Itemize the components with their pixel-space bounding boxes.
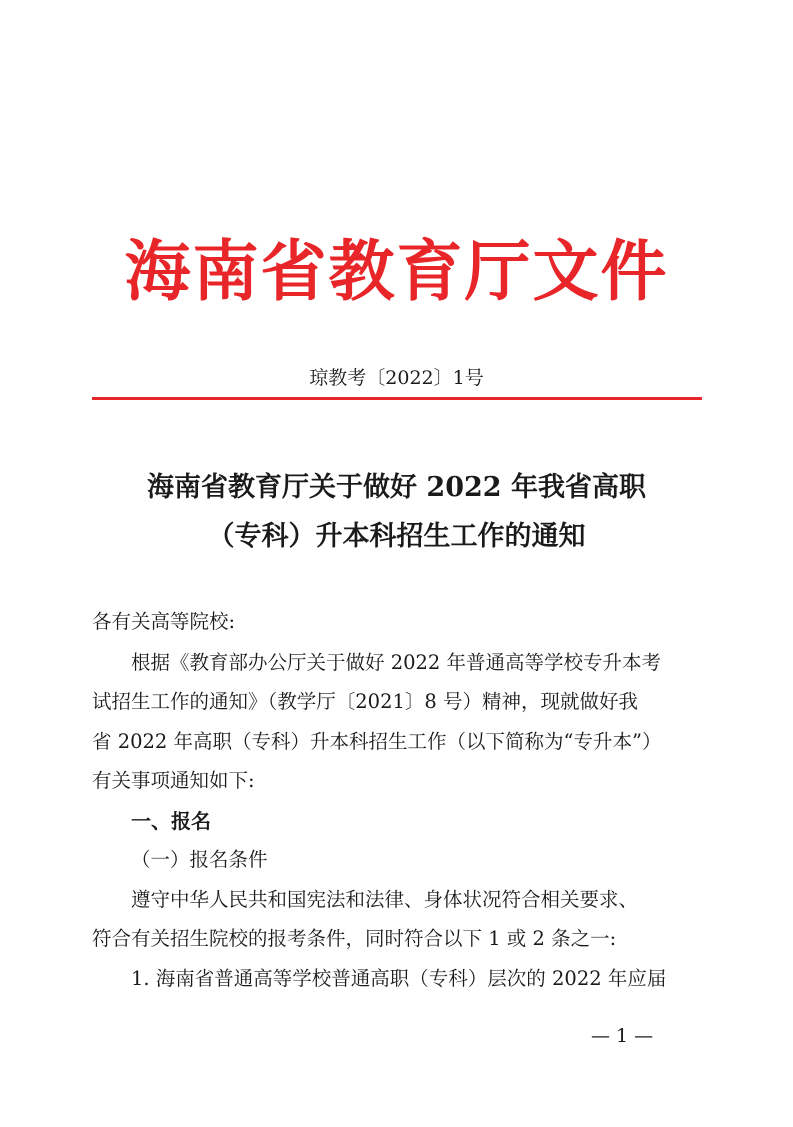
salutation: 各有关高等院校: (92, 610, 236, 633)
document-header-title: 海南省教育厅文件 (124, 233, 669, 310)
notice-title-line-2: （专科）升本科招生工作的通知 (207, 521, 586, 552)
paragraph-line: 试招生工作的通知》（教学厅〔2021〕8 号）精神，现就做好我 (92, 690, 638, 713)
subsection-heading: （一）报名条件 (131, 848, 268, 871)
section-heading: 一、报名 (131, 809, 211, 833)
document-number: 琼教考〔2022〕1号 (309, 367, 484, 389)
paragraph-line: 省 2022 年高职（专科）升本科招生工作（以下简称为“专升本”） (92, 730, 662, 753)
paragraph-line: 有关事项通知如下: (92, 769, 255, 792)
paragraph-line: 符合有关招生院校的报考条件，同时符合以下 1 或 2 条之一: (92, 927, 617, 950)
red-divider-line (92, 397, 702, 400)
paragraph-line: 根据《教育部办公厅关于做好 2022 年普通高等学校专升本考 (131, 651, 662, 674)
notice-title-line-1: 海南省教育厅关于做好 2022 年我省高职 (147, 472, 646, 503)
page-number: — 1 — (591, 1025, 654, 1047)
paragraph-line: 遵守中华人民共和国宪法和法律、身体状况符合相关要求、 (131, 888, 639, 911)
list-item: 1. 海南省普通高等学校普通高职（专科）层次的 2022 年应届 (131, 967, 667, 990)
